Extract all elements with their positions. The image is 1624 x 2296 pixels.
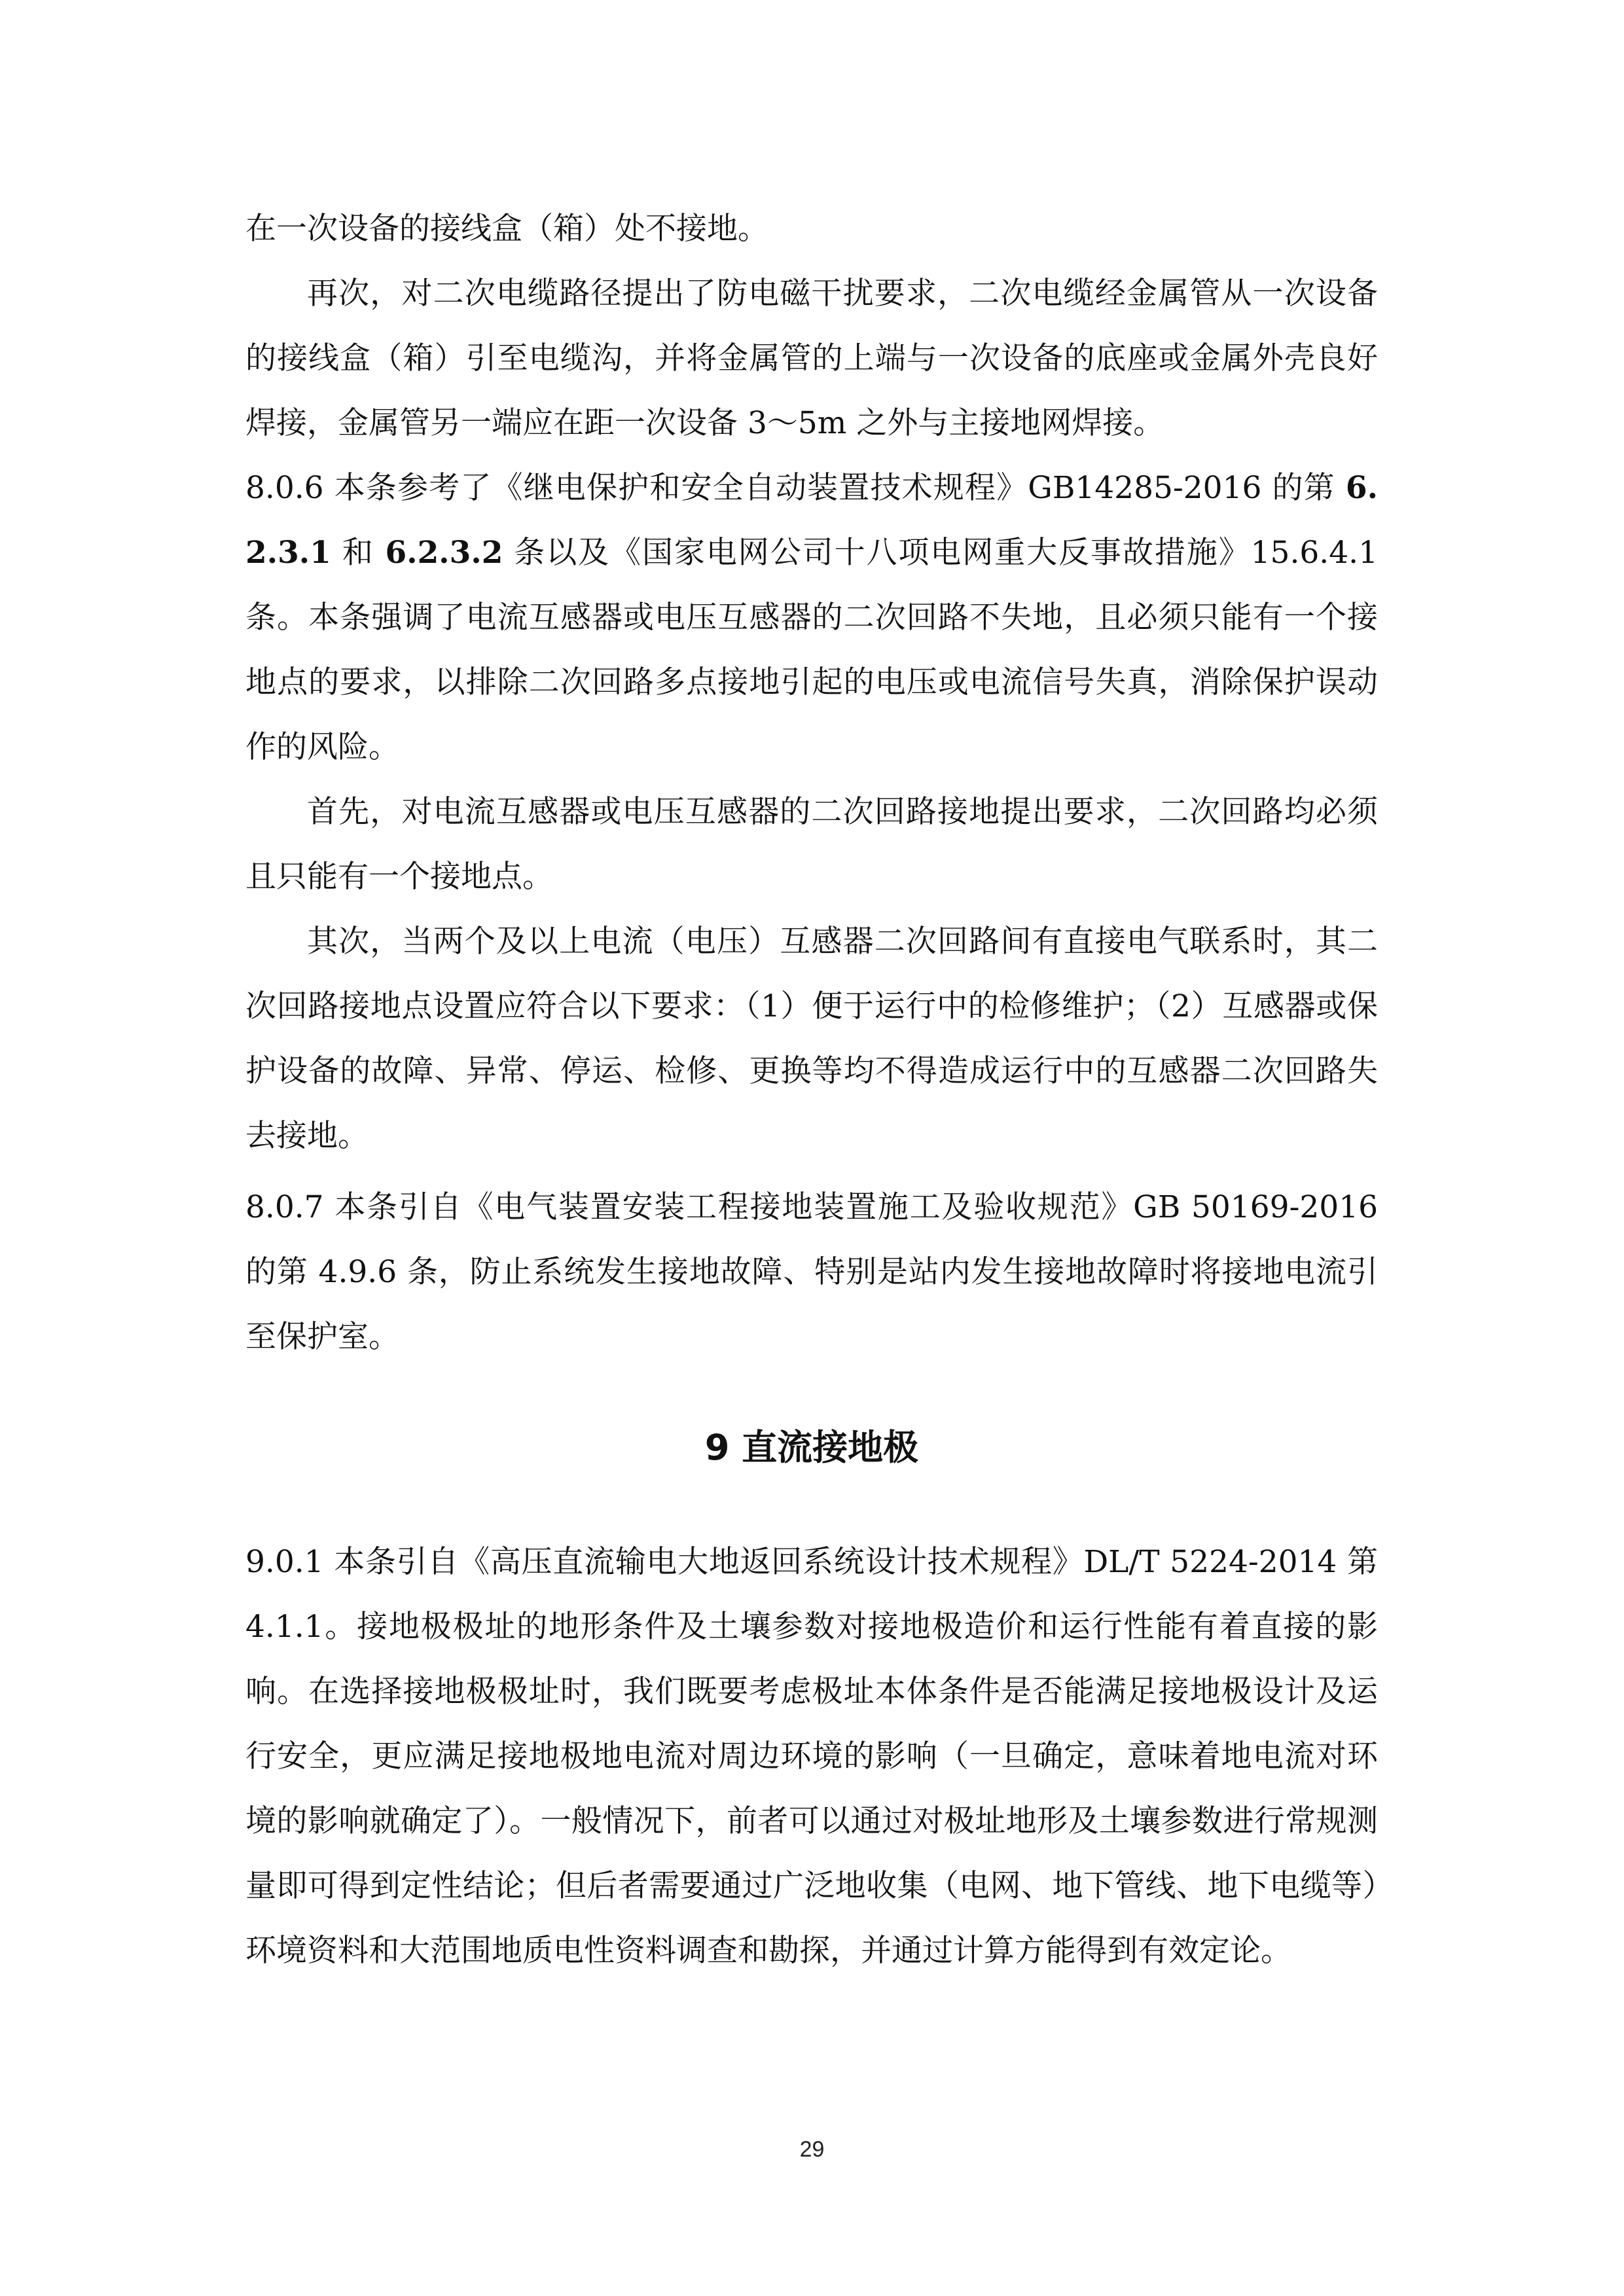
paragraph-second: 其次，当两个及以上电流（电压）互感器二次回路间有直接电气联系时，其二次回路接地点设置应符合以下要求：（1）便于运行中的检修维护；（2）互感器或保护设备的故障、异常、停运、检修、更换等均不得造成运行中的互感器二次回路失去接地。 (245, 924, 1378, 1154)
paragraph-cable-path: 再次，对二次电缆路径提出了防电磁干扰要求，二次电缆经金属管从一次设备的接线盒（箱）引至电缆沟，并将金属管的上端与一次设备的底座或金属外壳良好焊接，金属管另一端应在距一次设备 3～5m 之外与主接地网焊接。 (245, 276, 1378, 441)
clause-ref-bold-2: 6.2.3.2 (385, 535, 503, 571)
paragraph-first: 首先，对电流互感器或电压互感器的二次回路接地提出要求，二次回路均必须且只能有一个接地点。 (245, 794, 1378, 895)
paragraph-continuation: 在一次设备的接线盒（箱）处不接地。 (245, 211, 768, 247)
paragraph-clause-8-0-7: 8.0.7 本条引自《电气装置安装工程接地装置施工及验收规范》GB 50169-2016 的第 4.9.6 条，防止系统发生接地故障、特别是站内发生接地故障时将接地电流引至保护室。 (245, 1189, 1378, 1355)
paragraph-clause-9-0-1: 9.0.1 本条引自《高压直流输电大地返回系统设计技术规程》DL/T 5224-2014 第 4.1.1。接地极极址的地形条件及土壤参数对接地极造价和运行性能有着直接的影响。在选择接地极极址时，我们既要考虑极址本体条件是否能满足接地极设计及运行安全，更应满足接地极地电流对周边环境的影响（一旦确定，意味着地电流对环境的影响就确定了）。一般情况下，前者可以通过对极址地形及土壤参数进行常规测量即可得到定性结论；但后者需要通过广泛地收集（电网、地下管线、地下电缆等）环境资料和大范围地质电性资料调查和勘探，并通过计算方能得到有效定论。 (245, 1544, 1378, 1969)
clause-8-0-6-mid: 和 (331, 535, 386, 571)
page-body (245, 196, 1378, 1983)
clause-8-0-6-suffix: 条以及《国家电网公司十八项电网重大反事故措施》15.6.4.1 条。本条强调了电流互感器或电压互感器的二次回路不失地，且必须只能有一个接地点的要求，以排除二次回路多点接地引起的电压或电流信号失真，消除保护误动作的风险。 (245, 535, 1378, 765)
clause-ref-bold-1: 6.2.3.1 (245, 470, 1378, 571)
clause-8-0-6-prefix: 8.0.6 本条参考了《继电保护和安全自动装置技术规程》GB14285-2016 的第 (245, 470, 1346, 506)
page-number: 29 (799, 2137, 825, 2162)
paragraph-clause-8-0-6 (245, 456, 1378, 780)
section-heading: 9 直流接地极 (704, 1427, 919, 1468)
